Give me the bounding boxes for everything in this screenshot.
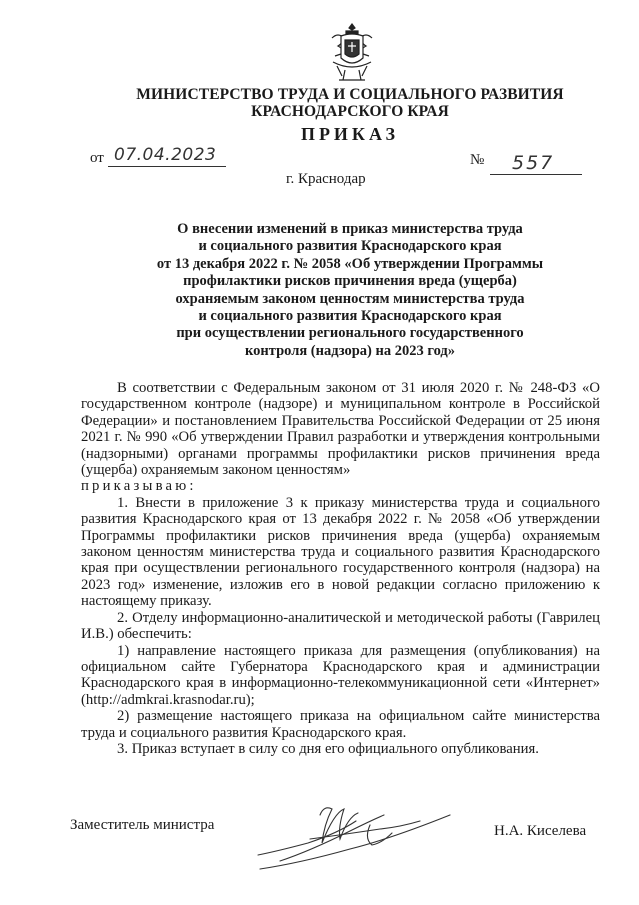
subject-line: и социального развития Краснодарского края [198, 238, 502, 255]
subject-line: контроля (надзора) на 2023 год» [245, 342, 455, 359]
handwritten-signature [250, 795, 460, 875]
item-2: 2. Отделу информационно-аналитической и методической работы (Гаврилец И.В.) обеспечить: [81, 609, 600, 643]
subject-line: О внесении изменений в приказ министерства труда [177, 221, 523, 237]
item-1: 1. Внести в приложение 3 к приказу министерства труда и социального развития Краснодарского края от 13 декабря 2022 г. № 2058 «Об утверждении Программы профилактики рисков причинения вреда (ущерба) охраняемым законом ценностям министерства труда и социального развития Краснодарского края при осуществлении регионального государственного контроля (надзора) на 2023 год» изменение, изложив его в новой редакции согласно приложению к настоящему приказу. [81, 494, 600, 610]
signer-name: Н.А. Киселева [494, 823, 587, 839]
preamble-paragraph: В соответствии с Федеральным законом от 31 июля 2020 г. № 248-ФЗ «О государственном контроле (надзоре) и муниципальном контроле в Российской Федерации» и постановлением Правительства Российской Федерации от 25 июня 2021 г. № 990 «Об утверждении Правил разработки и утверждения контрольными (надзорными) органами программы профилактики рисков причинения вреда (ущерба) охраняемым законом ценностям» [81, 380, 600, 479]
handwritten-number: 557 [512, 152, 555, 174]
date-prefix: от [90, 150, 104, 166]
item-2-1: 1) направление настоящего приказа для размещения (опубликования) на официальном сайте Губернатора Краснодарского края и администрации Краснодарского края в информационно-телекоммуникационной сети «Интернет» (http://admkrai.krasnodar.ru); [81, 642, 600, 708]
number-underline [490, 174, 582, 175]
subject-line: охраняемым законом ценностям министерства труда [175, 290, 525, 307]
orders-word-line [81, 478, 600, 494]
city-label: г. Краснодар [286, 171, 366, 187]
number-prefix: № [470, 152, 485, 168]
subject-line: от 13 декабря 2022 г. № 2058 «Об утверждении Программы [156, 255, 544, 272]
ministry-name-line1: МИНИСТЕРСТВО ТРУДА И СОЦИАЛЬНОГО РАЗВИТИЯ [136, 86, 564, 103]
orders-word: приказываю: [81, 478, 197, 495]
signer-position: Заместитель министра [70, 817, 215, 833]
handwritten-date: 07.04.2023 [114, 145, 217, 165]
date-underline [108, 166, 226, 167]
subject-line: профилактики рисков причинения вреда (ущерба) [183, 273, 517, 290]
ministry-name-line2: КРАСНОДАРСКОГО КРАЯ [251, 103, 449, 120]
order-body [81, 380, 600, 757]
order-subject [120, 221, 580, 360]
item-3: 3. Приказ вступает в силу со дня его официального опубликования. [117, 740, 539, 757]
subject-line: и социального развития Краснодарского края [198, 308, 502, 325]
subject-line: при осуществлении регионального государственного [176, 325, 524, 342]
coat-of-arms-emblem [327, 22, 377, 84]
document-type-title: ПРИКАЗ [300, 124, 400, 144]
item-2-2: 2) размещение настоящего приказа на официальном сайте министерства труда и социального развития Краснодарского края. [81, 708, 600, 741]
